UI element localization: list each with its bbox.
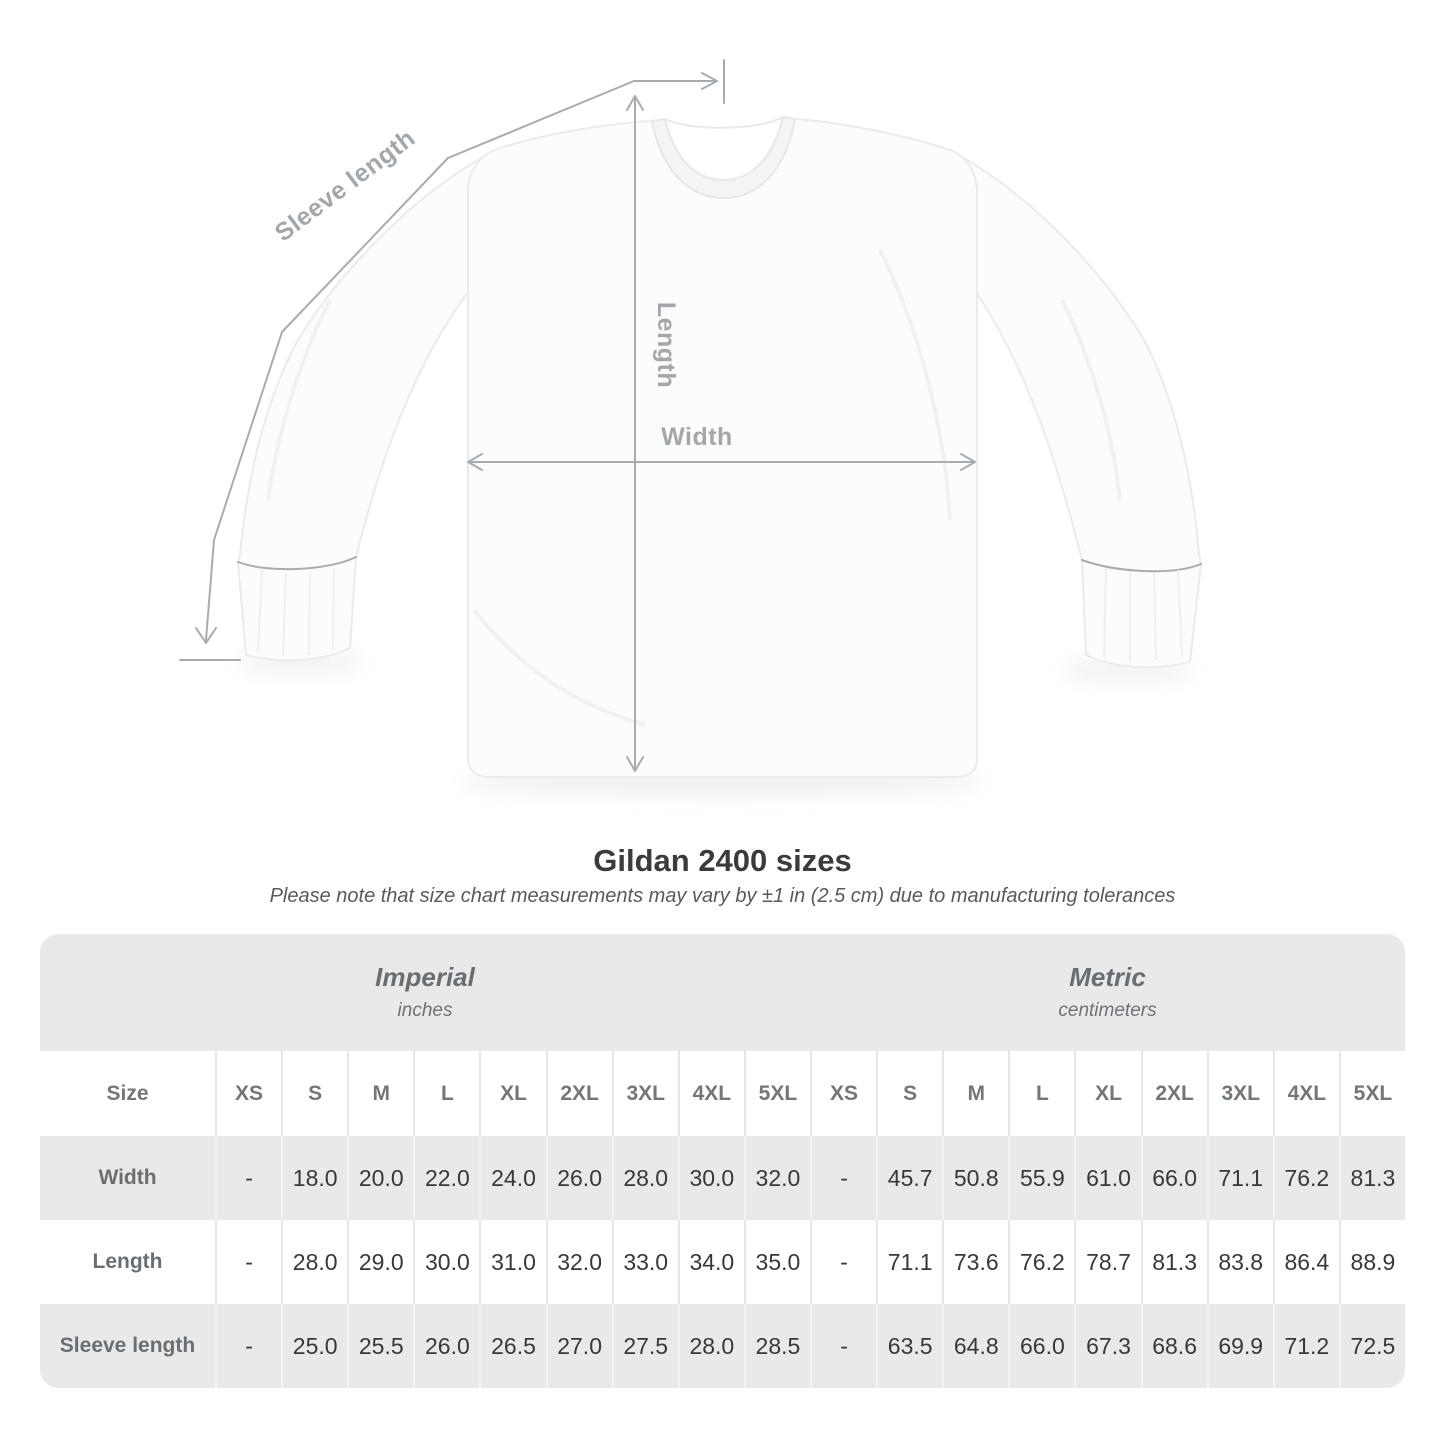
- width-in-xl: 24.0: [479, 1136, 545, 1220]
- width-cm-4xl: 76.2: [1273, 1136, 1339, 1220]
- length-cm-xl: 78.7: [1074, 1220, 1140, 1304]
- sleeve-in-xl: 26.5: [479, 1304, 545, 1388]
- collar-back-seam: [665, 117, 783, 128]
- sleeve-cm-xl: 67.3: [1074, 1304, 1140, 1388]
- sleeve-in-l: 26.0: [413, 1304, 479, 1388]
- imperial-size-s: S: [281, 1051, 347, 1136]
- sleeve-in-xs: -: [215, 1304, 281, 1388]
- sleeve-in-3xl: 27.5: [612, 1304, 678, 1388]
- length-cm-xs: -: [810, 1220, 876, 1304]
- width-cm-l: 55.9: [1008, 1136, 1074, 1220]
- sleeve-in-4xl: 28.0: [678, 1304, 744, 1388]
- width-in-xs: -: [215, 1136, 281, 1220]
- width-cm-2xl: 66.0: [1141, 1136, 1207, 1220]
- metric-size-xs: XS: [810, 1051, 876, 1136]
- length-cm-2xl: 81.3: [1141, 1220, 1207, 1304]
- width-in-3xl: 28.0: [612, 1136, 678, 1220]
- width-cm-xl: 61.0: [1074, 1136, 1140, 1220]
- length-cm-3xl: 83.8: [1207, 1220, 1273, 1304]
- length-in-xl: 31.0: [479, 1220, 545, 1304]
- sleeve-in-2xl: 27.0: [546, 1304, 612, 1388]
- length-label: Length: [652, 301, 680, 389]
- sleeve-cm-l: 66.0: [1008, 1304, 1074, 1388]
- length-in-l: 30.0: [413, 1220, 479, 1304]
- width-cm-5xl: 81.3: [1339, 1136, 1405, 1220]
- metric-size-3xl: 3XL: [1207, 1051, 1273, 1136]
- length-in-xs: -: [215, 1220, 281, 1304]
- width-cm-m: 50.8: [942, 1136, 1008, 1220]
- length-in-m: 29.0: [347, 1220, 413, 1304]
- metric-size-2xl: 2XL: [1141, 1051, 1207, 1136]
- imperial-size-3xl: 3XL: [612, 1051, 678, 1136]
- sleeve-length-label: Sleeve length: [269, 123, 421, 248]
- width-in-5xl: 32.0: [744, 1136, 810, 1220]
- width-in-m: 20.0: [347, 1136, 413, 1220]
- metric-size-s: S: [876, 1051, 942, 1136]
- width-cm-s: 45.7: [876, 1136, 942, 1220]
- sleeve-cm-2xl: 68.6: [1141, 1304, 1207, 1388]
- row-label-length: Length: [40, 1220, 215, 1304]
- sleeve-cm-5xl: 72.5: [1339, 1304, 1405, 1388]
- imperial-size-2xl: 2XL: [546, 1051, 612, 1136]
- metric-header: [810, 934, 1405, 1051]
- row-label-sleeve-length: Sleeve length: [40, 1304, 215, 1388]
- length-cm-m: 73.6: [942, 1220, 1008, 1304]
- imperial-size-4xl: 4XL: [678, 1051, 744, 1136]
- metric-size-l: L: [1008, 1051, 1074, 1136]
- imperial-title: Imperial: [375, 961, 475, 992]
- length-cm-l: 76.2: [1008, 1220, 1074, 1304]
- shirt-right-sleeve: [948, 150, 1201, 667]
- imperial-size-5xl: 5XL: [744, 1051, 810, 1136]
- sleeve-cm-m: 64.8: [942, 1304, 1008, 1388]
- imperial-size-xs: XS: [215, 1051, 281, 1136]
- imperial-size-xl: XL: [479, 1051, 545, 1136]
- width-in-2xl: 26.0: [546, 1136, 612, 1220]
- width-in-4xl: 30.0: [678, 1136, 744, 1220]
- length-cm-5xl: 88.9: [1339, 1220, 1405, 1304]
- length-in-s: 28.0: [281, 1220, 347, 1304]
- metric-size-m: M: [942, 1051, 1008, 1136]
- width-in-l: 22.0: [413, 1136, 479, 1220]
- size-column-header: Size: [40, 1051, 215, 1136]
- length-cm-4xl: 86.4: [1273, 1220, 1339, 1304]
- imperial-unit: inches: [397, 1000, 453, 1022]
- length-cm-s: 71.1: [876, 1220, 942, 1304]
- metric-title: Metric: [1069, 961, 1146, 992]
- width-cm-3xl: 71.1: [1207, 1136, 1273, 1220]
- sleeve-in-m: 25.5: [347, 1304, 413, 1388]
- sleeve-in-5xl: 28.5: [744, 1304, 810, 1388]
- width-in-s: 18.0: [281, 1136, 347, 1220]
- metric-size-4xl: 4XL: [1273, 1051, 1339, 1136]
- metric-size-5xl: 5XL: [1339, 1051, 1405, 1136]
- width-cm-xs: -: [810, 1136, 876, 1220]
- length-in-3xl: 33.0: [612, 1220, 678, 1304]
- sleeve-cm-3xl: 69.9: [1207, 1304, 1273, 1388]
- metric-size-xl: XL: [1074, 1051, 1140, 1136]
- sleeve-in-s: 25.0: [281, 1304, 347, 1388]
- length-in-4xl: 34.0: [678, 1220, 744, 1304]
- page-title: Gildan 2400 sizes: [593, 843, 852, 878]
- length-in-5xl: 35.0: [744, 1220, 810, 1304]
- imperial-size-l: L: [413, 1051, 479, 1136]
- metric-unit: centimeters: [1058, 1000, 1157, 1022]
- row-label-width: Width: [40, 1136, 215, 1220]
- tolerance-note: Please note that size chart measurements may vary by ±1 in (2.5 cm) due to manufacturing tolerances: [269, 885, 1176, 907]
- sleeve-cm-xs: -: [810, 1304, 876, 1388]
- imperial-header: [40, 934, 810, 1051]
- size-table: [40, 934, 1405, 1388]
- imperial-size-m: M: [347, 1051, 413, 1136]
- sleeve-cm-4xl: 71.2: [1273, 1304, 1339, 1388]
- sleeve-cm-s: 63.5: [876, 1304, 942, 1388]
- width-label: Width: [661, 423, 733, 451]
- length-in-2xl: 32.0: [546, 1220, 612, 1304]
